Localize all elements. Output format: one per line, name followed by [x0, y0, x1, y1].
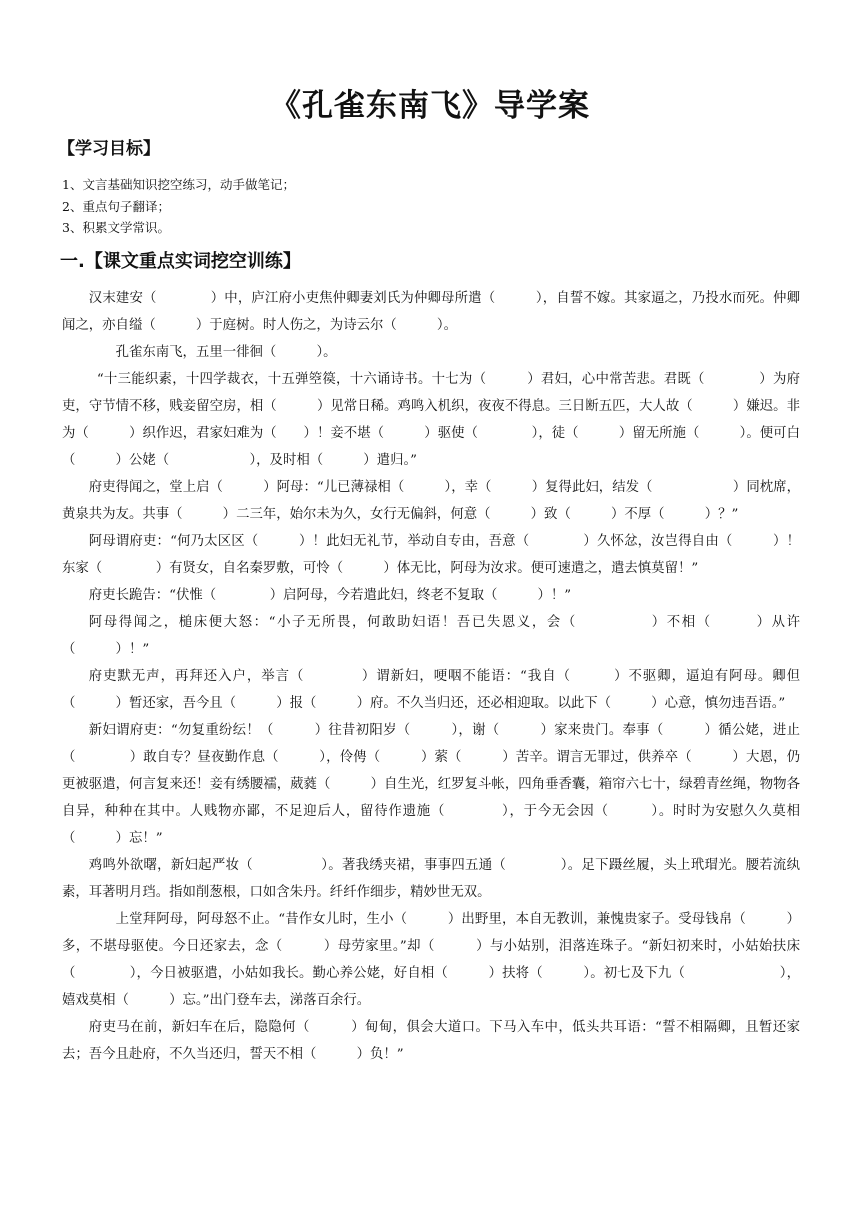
paragraph: 鸡鸣外欲曙，新妇起严妆（ ）。著我绣夹裙，事事四五通（ ）。足下蹑丝履，头上玳瑁光。腰若流纨素，耳著明月珰。指如削葱根，口如含朱丹。纤纤作细步，精妙世无双。 — [62, 858, 800, 900]
goals-heading: 【学习目标】 — [58, 139, 160, 159]
paragraph: 孔雀东南飞，五里一徘徊（ ）。 — [115, 345, 337, 360]
goal-item: 1、文言基础知识挖空练习，动手做笔记； — [62, 177, 295, 192]
paragraph: 府吏马在前，新妇车在后，隐隐何（ ）甸甸，俱会大道口。下马入车中，低头共耳语：“誓不相隔卿，且暂还家去；吾今且赴府，不久当还归，誓天不相（ ）负！” — [62, 1020, 800, 1062]
goal-item: 3、积累文学常识。 — [62, 220, 170, 235]
paragraph: 阿母得闻之，槌床便大怒：“小子无所畏，何敢助妇语！吾已失恩义，会（ ）不相（ ）从许（ ）！” — [62, 615, 800, 657]
paragraph: 府吏默无声，再拜还入户，举言（ ）谓新妇，哽咽不能语：“我自（ ）不驱卿，逼迫有阿母。卿但（ ）暂还家，吾今且（ ）报（ ）府。不久当归还，还必相迎取。以此下（ ）心意，慎勿违吾语。” — [62, 669, 800, 711]
paragraph: 阿母谓府吏：“何乃太区区（ ）！此妇无礼节，举动自专由，吾意（ ）久怀忿，汝岂得自由（ ）！东家（ ）有贤女，自名秦罗敷，可怜（ ）体无比，阿母为汝求。便可速遣之，遣去慎莫留！” — [62, 534, 800, 576]
section-heading: 一.【课文重点实词挖空训练】 — [60, 251, 301, 272]
paragraph: 府吏得闻之，堂上启（ ）阿母：“儿已薄禄相（ ），幸（ ）复得此妇，结发（ ）同枕席，黄泉共为友。共事（ ）二三年，始尔未为久，女行无偏斜，何意（ ）致（ ）不厚（ ）？” — [62, 480, 800, 522]
paragraph: 府吏长跪告：“伏惟（ ）启阿母，今若遣此妇，终老不复取（ ）！” — [88, 588, 572, 603]
paragraph: 上堂拜阿母，阿母怒不止。“昔作女儿时，生小（ ）出野里，本自无教训，兼愧贵家子。受母钱帛（ ）多，不堪母驱使。今日还家去，念（ ）母劳家里。”却（ ）与小姑别，泪落连珠子。“新妇初来时，小姑始扶床（ ），今日被驱遣，小姑如我长。勤心养公姥，好自相（ ）扶将（ ）。初七及下九（ ），嬉戏莫相（ ）忘。”出门登车去，涕落百余行。 — [62, 912, 800, 1008]
document-title: 《孔雀东南飞》导学案 — [270, 88, 590, 124]
paragraph: 新妇谓府吏：“勿复重纷纭！（ ）往昔初阳岁（ ），谢（ ）家来贵门。奉事（ ）循公姥，进止（ ）敢自专？昼夜勤作息（ ），伶俜（ ）萦（ ）苦辛。谓言无罪过，供养卒（ ）大恩，仍更被驱遣，何言复来还！妾有绣腰襦，葳蕤（ ）自生光，红罗复斗帐，四角垂香囊，箱帘六七十，绿碧青丝绳，物物各自异，种种在其中。人贱物亦鄙，不足迎后人，留待作遗施（ ），于今无会因（ ）。时时为安慰久久莫相（ ）忘！” — [62, 723, 800, 846]
goal-item: 2、重点句子翻译； — [62, 198, 170, 214]
exercise-text — [62, 285, 800, 1068]
paragraph: “十三能织素，十四学裁衣，十五弹箜篌，十六诵诗书。十七为（ ）君妇，心中常苦悲。君既（ ）为府吏，守节情不移，贱妾留空房，相（ ）见常日稀。鸡鸣入机织，夜夜不得息。三日断五匹，大人故（ ）嫌迟。非为（ ）织作迟，君家妇难为（ ）！妾不堪（ ）驱使（ ），徒（ ）留无所施（ ）。便可白（ ）公姥（ ），及时相（ ）遣归。” — [62, 372, 800, 468]
goals-list — [62, 174, 295, 239]
paragraph: 汉末建安（ ）中，庐江府小吏焦仲卿妻刘氏为仲卿母所遣（ ），自誓不嫁。其家逼之，乃投水而死。仲卿闻之，亦自缢（ ）于庭树。时人伤之，为诗云尔（ ）。 — [62, 291, 800, 333]
